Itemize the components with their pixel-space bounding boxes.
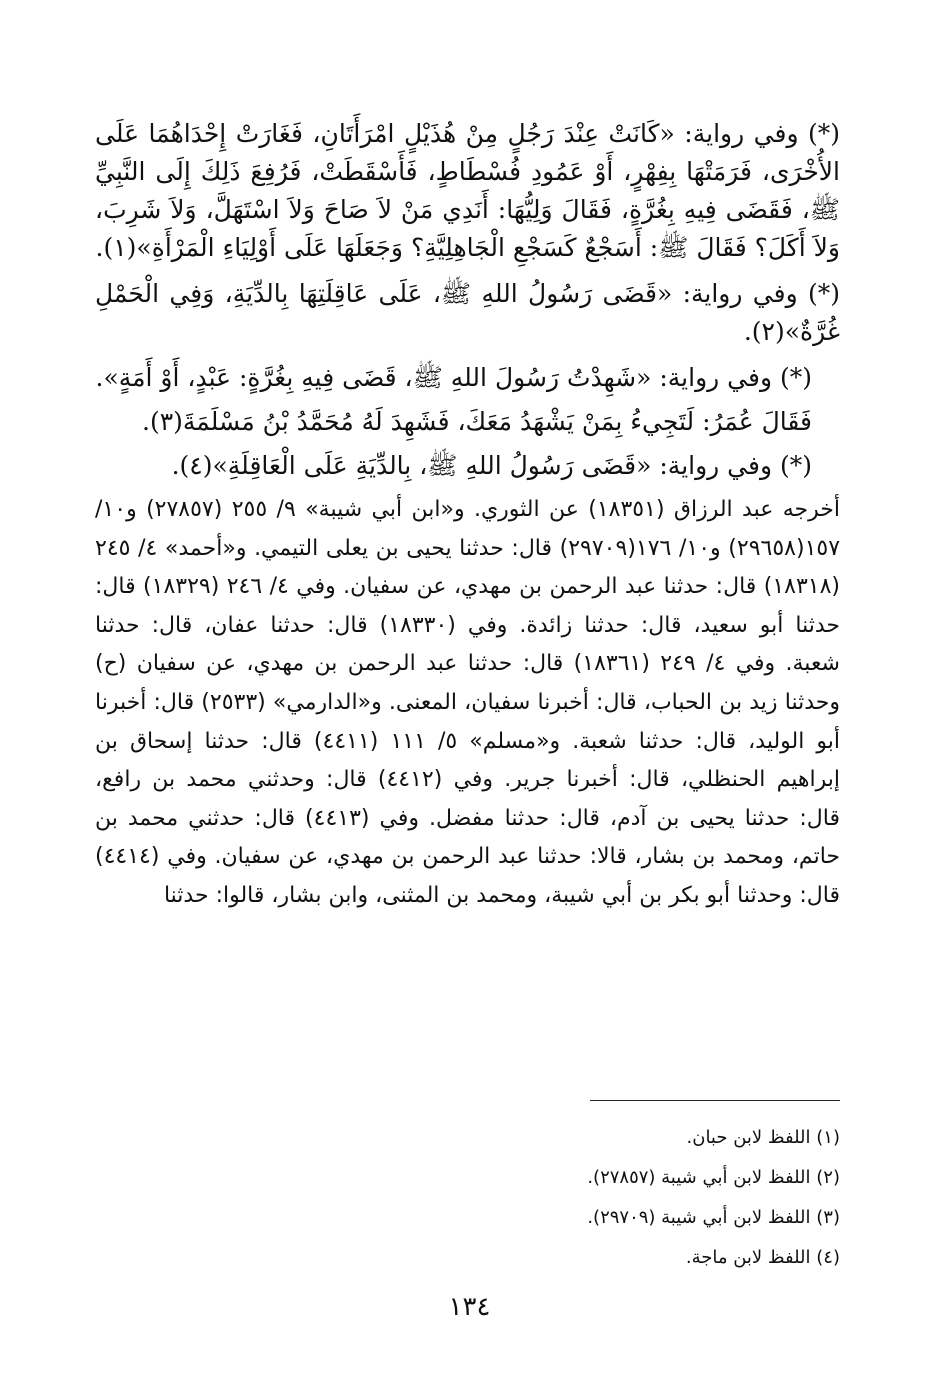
narration-5: (*) وفي رواية: «قَضَى رَسُولُ اللهِ ﷺ، بِالدِّيَةِ عَلَى الْعَاقِلَةِ»(٤).: [171, 451, 812, 480]
narration-2: (*) وفي رواية: «قَضَى رَسُولُ اللهِ ﷺ، عَلَى عَاقِلَتِهَا بِالدِّيَةِ، وَفِي الْحَمْلِ غُرَّةٌ»(٢).: [95, 279, 840, 346]
narration-1: (*) وفي رواية: «كَانَتْ عِنْدَ رَجُلٍ مِنْ هُذَيْلٍ امْرَأَتَانِ، فَغَارَتْ إِحْدَاهُمَا عَلَى الأُخْرَى، فَرَمَتْهَا بِفِهْرٍ، أَوْ عَمُودِ فُسْطَاطٍ، فَأَسْقَطَتْ، فَرُفِعَ ذَلِكَ إِلَى النَّبِيِّ ﷺ، فَقَضَى فِيهِ بِغُرَّةٍ، فَقَالَ وَلِيُّهَا: أَنَدِي مَنْ لاَ صَاحَ وَلاَ اسْتَهَلَّ، وَلاَ شَرِبَ، وَلاَ أَكَلَ؟ فَقَالَ ﷺ: أَسَجْعٌ كَسَجْعِ الْجَاهِلِيَّةِ؟ وَجَعَلَهَا عَلَى أَوْلِيَاءِ الْمَرْأَةِ»(١).: [95, 119, 840, 262]
footnote-2: (٢) اللفظ لابن أبي شيبة (٢٧٨٥٧).: [587, 1167, 840, 1188]
footnote-3: (٣) اللفظ لابن أبي شيبة (٢٩٧٠٩).: [587, 1207, 840, 1228]
page-number: ١٣٤: [448, 1292, 491, 1322]
footnote-1: (١) اللفظ لابن حبان.: [686, 1127, 840, 1148]
footnotes: [300, 1118, 840, 1278]
narration-3: (*) وفي رواية: «شَهِدْتُ رَسُولَ اللهِ ﷺ، قَضَى فِيهِ بِغُرَّةٍ: عَبْدٍ، أَوْ أَمَةٍ».: [95, 363, 812, 392]
takhrij-paragraph: أخرجه عبد الرزاق (١٨٣٥١) عن الثوري. و«ابن أبي شيبة» ٩/ ٢٥٥ (٢٧٨٥٧) و١٠/ ١٥٧(٢٩٦٥٨) و١٠/ ١٧٦(٢٩٧٠٩) قال: حدثنا يحيى بن يعلى التيمي. و«أحمد» ٤/ ٢٤٥ (١٨٣١٨) قال: حدثنا عبد الرحمن بن مهدي، عن سفيان. وفي ٤/ ٢٤٦ (١٨٣٢٩) قال: حدثنا أبو سعيد، قال: حدثنا زائدة. وفي (١٨٣٣٠) قال: حدثنا عفان، قال: حدثنا شعبة. وفي ٤/ ٢٤٩ (١٨٣٦١) قال: حدثنا عبد الرحمن بن مهدي، عن سفيان (ح) وحدثنا زيد بن الحباب، قال: أخبرنا سفيان، المعنى. و«الدارمي» (٢٥٣٣) قال: أخبرنا أبو الوليد، قال: حدثنا شعبة. و«مسلم» ٥/ ١١١ (٤٤١١) قال: حدثنا إسحاق بن إبراهيم الحنظلي، قال: أخبرنا جرير. وفي (٤٤١٢) قال: وحدثني محمد بن رافع، قال: حدثنا يحيى بن آدم، قال: حدثنا مفضل. وفي (٤٤١٣) قال: حدثني محمد بن حاتم، ومحمد بن بشار، قالا: حدثنا عبد الرحمن بن مهدي، عن سفيان. وفي (٤٤١٤) قال: وحدثنا أبو بكر بن أبي شيبة، ومحمد بن المثنى، وابن بشار، قالوا: حدثنا: [95, 497, 841, 908]
footnote-separator: [590, 1100, 840, 1101]
main-text: [95, 115, 840, 920]
footnote-4: (٤) اللفظ لابن ماجة.: [685, 1247, 840, 1268]
narration-4: فَقَالَ عُمَرُ: لَتَجِيءُ بِمَنْ يَشْهَدُ مَعَكَ، فَشَهِدَ لَهُ مُحَمَّدُ بْنُ مَسْلَمَةَ(٣).: [142, 407, 812, 436]
